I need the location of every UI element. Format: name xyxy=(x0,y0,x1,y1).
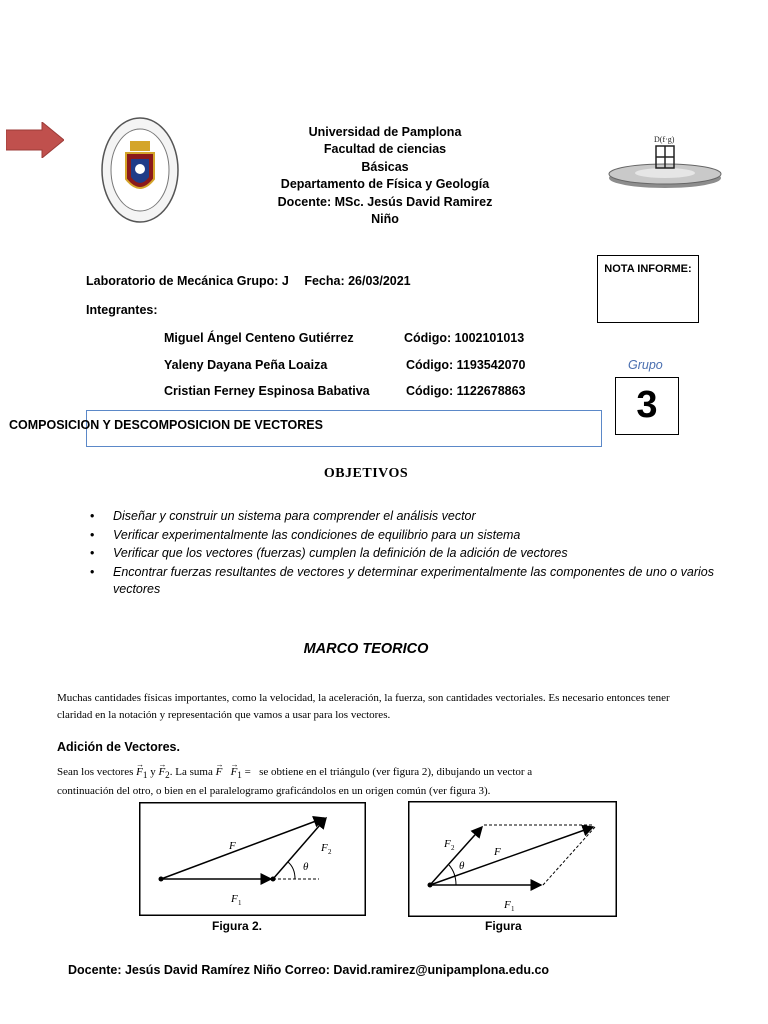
figure-2-triangle xyxy=(139,802,366,916)
figure-3-caption: Figura xyxy=(485,919,522,933)
member-name: Miguel Ángel Centeno Gutiérrez xyxy=(164,331,354,345)
department-name: Departamento de Física y Geología xyxy=(280,177,490,192)
label-F1-sub: 1 xyxy=(238,899,242,907)
vector-addition-paragraph: Sean los vectores → $F_1$ $y \to F_2$. La suma → $F \to F_1$ = se obtiene en el triángulo (ver figura 2), dibujando un vector a xyxy=(57,764,705,784)
label-F: F xyxy=(229,840,236,852)
grade-box xyxy=(597,255,699,323)
list-item: • Diseñar y construir un sistema para comprender el análisis vector xyxy=(90,508,730,526)
label-F1: F xyxy=(231,893,238,905)
objectives-heading: OBJETIVOS xyxy=(323,466,409,481)
objectives-list xyxy=(90,508,730,600)
list-item: • Encontrar fuerzas resultantes de vectores y determinar experimentalmente las componentes de uno o varios vectores xyxy=(90,564,730,599)
list-item: • Verificar que los vectores (fuerzas) cumplen la definición de la adición de vectores xyxy=(90,545,730,563)
group-number: 3 xyxy=(615,377,679,435)
integrantes-label: Integrantes: xyxy=(86,303,158,317)
teacher-line: Docente: MSc. Jesús David Ramirez xyxy=(277,194,493,209)
member-code: Código: 1193542070 xyxy=(406,358,526,372)
label-F2-sub: 2 xyxy=(451,844,455,852)
group-label: Grupo xyxy=(628,358,663,372)
red-arrow-icon xyxy=(6,122,64,158)
member-name: Cristian Ferney Espinosa Babativa xyxy=(164,384,370,398)
faculty-name-cont: Básicas xyxy=(361,159,409,174)
list-item: • Verificar experimentalmente las condiciones de equilibrio para un sistema xyxy=(90,527,730,545)
label-theta: θ xyxy=(459,860,465,872)
label-F1: F xyxy=(504,899,511,911)
grade-label: NOTA INFORME: xyxy=(604,263,692,275)
label-F2: F xyxy=(321,842,328,854)
institution-header xyxy=(250,124,520,228)
vector-addition-paragraph-cont: continuación del otro, o bien en el paralelogramo graficándolos en un origen común (ver figura 3). xyxy=(57,785,491,797)
label-F: F xyxy=(494,846,501,858)
member-name: Yaleny Dayana Peña Loaiza xyxy=(164,358,328,372)
label-F2-sub: 2 xyxy=(328,848,332,856)
teacher-line-cont: Niño xyxy=(371,212,399,227)
lab-date: Fecha: 26/03/2021 xyxy=(304,274,411,288)
member-code: Código: 1002101013 xyxy=(404,331,525,345)
member-code: Código: 1122678863 xyxy=(406,384,526,398)
figure-3-parallelogram xyxy=(408,801,617,917)
theory-heading: MARCO TEORICO xyxy=(303,641,429,657)
label-theta: θ xyxy=(303,861,309,873)
lab-info-line xyxy=(86,274,411,288)
figure-2-caption: Figura 2. xyxy=(212,919,263,933)
dept-logo-text: D(f·g) xyxy=(654,135,675,144)
theory-intro: Muchas cantidades físicas importantes, como la velocidad, la aceleración, la fuerza, son cantidades vectoriales. Es necesario entonces tener claridad en la notación y representación que vamos a usar para los vectores. xyxy=(57,692,670,721)
lab-title: Laboratorio de Mecánica Grupo: J xyxy=(86,274,289,288)
faculty-name: Facultad de ciencias xyxy=(323,142,447,157)
university-name: Universidad de Pamplona xyxy=(308,125,462,139)
practice-title: COMPOSICION Y DESCOMPOSICION DE VECTORES xyxy=(9,418,323,432)
department-logo xyxy=(606,132,724,194)
university-seal-logo xyxy=(100,115,180,225)
label-F2: F xyxy=(444,838,451,850)
footer-contact: Docente: Jesús David Ramírez Niño Correo: David.ramirez@unipamplona.edu.co xyxy=(68,963,550,977)
vector-addition-heading: Adición de Vectores. xyxy=(57,740,180,754)
label-F1-sub: 1 xyxy=(511,905,515,913)
